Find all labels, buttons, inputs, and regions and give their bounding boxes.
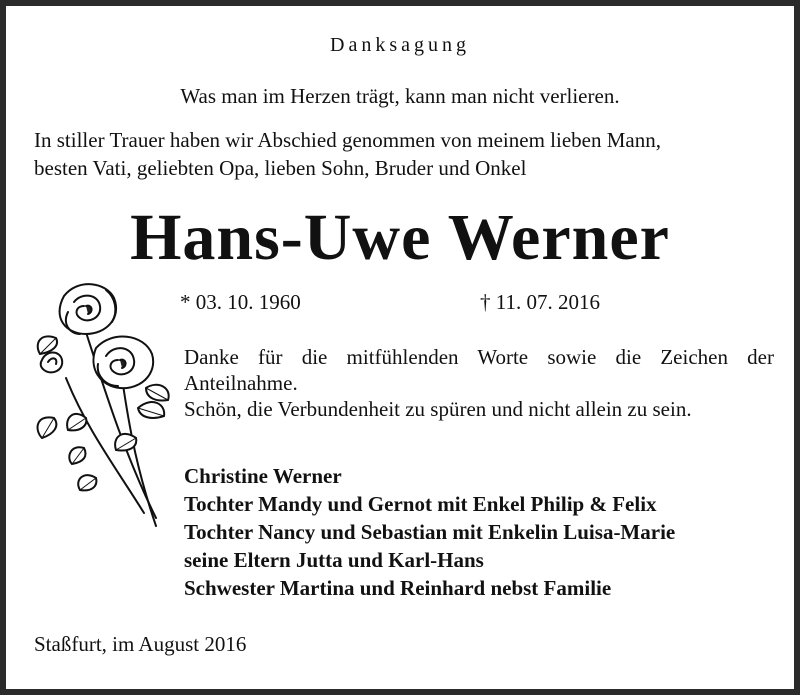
intro-line: In stiller Trauer haben wir Abschied genommen von meinem lieben Mann,	[34, 128, 661, 152]
rose-illustration	[26, 268, 176, 530]
family-member: Tochter Mandy und Gernot mit Enkel Philip & Felix	[184, 492, 657, 516]
thanks-line: Anteilnahme.	[184, 371, 298, 395]
intro-text	[34, 126, 774, 182]
deceased-name: Hans-Uwe Werner	[130, 201, 670, 274]
intro-line: besten Vati, geliebten Opa, lieben Sohn, Bruder und Onkel	[34, 156, 527, 180]
thanks-text	[184, 344, 774, 422]
family-member: Schwester Martina und Reinhard nebst Familie	[184, 576, 612, 600]
thanks-line: Danke für die mitfühlenden Worte sowie die Zeichen der	[184, 345, 774, 369]
family-member: Christine Werner	[184, 464, 342, 488]
family-list	[184, 462, 784, 602]
quote-line: Was man im Herzen trägt, kann man nicht verlieren.	[180, 84, 620, 108]
notice-heading: Danksagung	[330, 34, 470, 56]
birth-date: * 03. 10. 1960	[180, 290, 301, 314]
place-date: Staßfurt, im August 2016	[34, 632, 247, 656]
obituary-notice	[6, 6, 794, 689]
death-date: † 11. 07. 2016	[480, 290, 600, 314]
family-member: seine Eltern Jutta und Karl-Hans	[184, 548, 484, 572]
thanks-line: Schön, die Verbundenheit zu spüren und nicht allein zu sein.	[184, 397, 692, 421]
family-member: Tochter Nancy und Sebastian mit Enkelin Luisa-Marie	[184, 520, 676, 544]
